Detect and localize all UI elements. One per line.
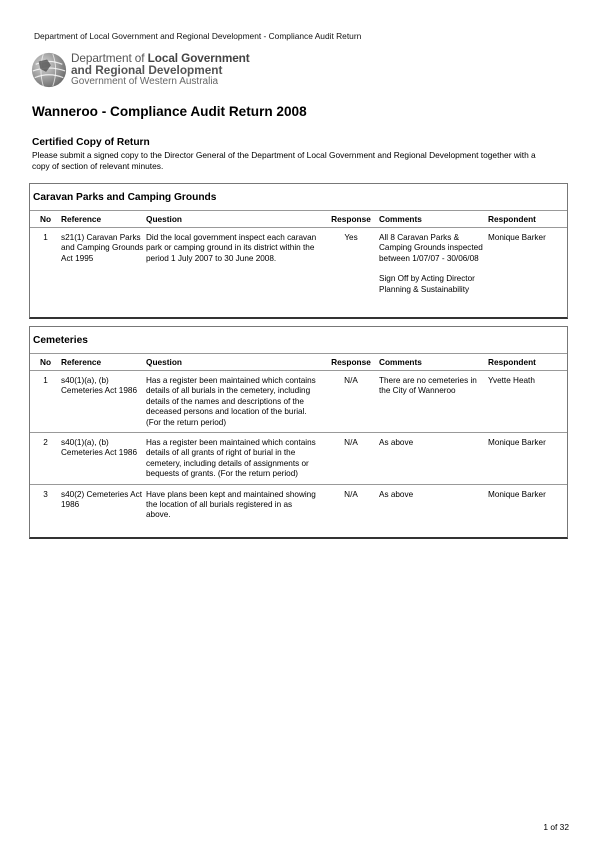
cell-reference: s40(2) Cemeteries Act 1986 [61, 484, 146, 525]
cell-response: N/A [323, 433, 379, 485]
col-header-response: Response [323, 211, 379, 228]
certified-instructions: Please submit a signed copy to the Director General of the Department of Local Government and Regional Development together with a copy of section of relevant minutes. [32, 150, 536, 171]
cell-reference: s21(1) Caravan Parks and Camping Grounds Act 1995 [61, 233, 144, 263]
cell-comments [379, 228, 488, 300]
page-number: 1 of 32 [543, 822, 569, 832]
logo-line-3: Government of Western Australia [71, 76, 219, 87]
cell-comments: There are no cemeteries in the City of Wanneroo [379, 376, 477, 396]
table-row [30, 371, 567, 433]
cell-question: Has a register been maintained which contains details of all burials in the cemetery, including details of the names and descriptions of the deceased persons and location of the burial. (For the return period) [146, 376, 316, 427]
caravan-parks-table [30, 211, 567, 299]
running-header: Department of Local Government and Regional Development - Compliance Audit Return [34, 31, 362, 41]
table-header-row [30, 211, 567, 228]
comment-text: All 8 Caravan Parks & Camping Grounds inspected between 1/07/07 - 30/06/08 [379, 233, 483, 263]
caravan-parks-section [29, 183, 568, 319]
col-header-reference: Reference [61, 354, 146, 371]
section-title: Cemeteries [30, 327, 567, 354]
logo-line-2: and Regional Development [71, 63, 223, 77]
cell-reference: s40(1)(a), (b) Cemeteries Act 1986 [61, 376, 138, 396]
page-title: Wanneroo - Compliance Audit Return 2008 [32, 104, 307, 119]
cell-response: Yes [344, 233, 358, 242]
section-title: Caravan Parks and Camping Grounds [30, 184, 567, 211]
cemeteries-table [30, 354, 567, 525]
col-header-response: Response [323, 354, 379, 371]
col-header-respondent: Respondent [488, 354, 567, 371]
cell-respondent: Monique Barker [488, 433, 567, 485]
col-header-comments: Comments [379, 211, 488, 228]
cell-comments: As above [379, 484, 488, 525]
col-header-no: No [30, 211, 61, 228]
col-header-reference: Reference [61, 211, 146, 228]
cell-question: Did the local government inspect each caravan park or camping ground in its district within the period 1 July 2007 to 30 June 2008. [146, 233, 317, 263]
comment-text: Sign Off by Acting Director Planning & Sustainability [379, 274, 475, 294]
certified-heading: Certified Copy of Return [32, 137, 150, 148]
department-logo [30, 51, 250, 89]
cell-comments: As above [379, 433, 488, 485]
cell-question: Have plans been kept and maintained showing the location of all burials registered in as above. [146, 484, 323, 525]
cell-question: Has a register been maintained which contains details of all grants of right of burial in the cemetery, including details of assignments or bequests of grants. (For the return period) [146, 433, 323, 485]
table-row [30, 484, 567, 525]
cell-no: 2 [30, 433, 61, 485]
logo-line-1: Department of Local Government [71, 51, 250, 65]
cell-no: 3 [30, 484, 61, 525]
col-header-respondent: Respondent [488, 211, 567, 228]
cell-respondent: Yvette Heath [488, 376, 535, 385]
cell-no: 1 [43, 376, 48, 385]
cemeteries-section [29, 326, 568, 539]
table-row [30, 228, 567, 300]
col-header-question: Question [146, 354, 323, 371]
col-header-comments: Comments [379, 354, 488, 371]
cell-no: 1 [43, 233, 48, 242]
col-header-question: Question [146, 211, 323, 228]
cell-respondent: Monique Barker [488, 484, 567, 525]
cell-reference: s40(1)(a), (b) Cemeteries Act 1986 [61, 433, 146, 485]
table-row [30, 433, 567, 485]
cell-response: N/A [323, 484, 379, 525]
col-header-no: No [30, 354, 61, 371]
cell-respondent: Monique Barker [488, 233, 546, 242]
table-header-row [30, 354, 567, 371]
globe-icon [30, 51, 68, 89]
cell-response: N/A [344, 376, 358, 385]
